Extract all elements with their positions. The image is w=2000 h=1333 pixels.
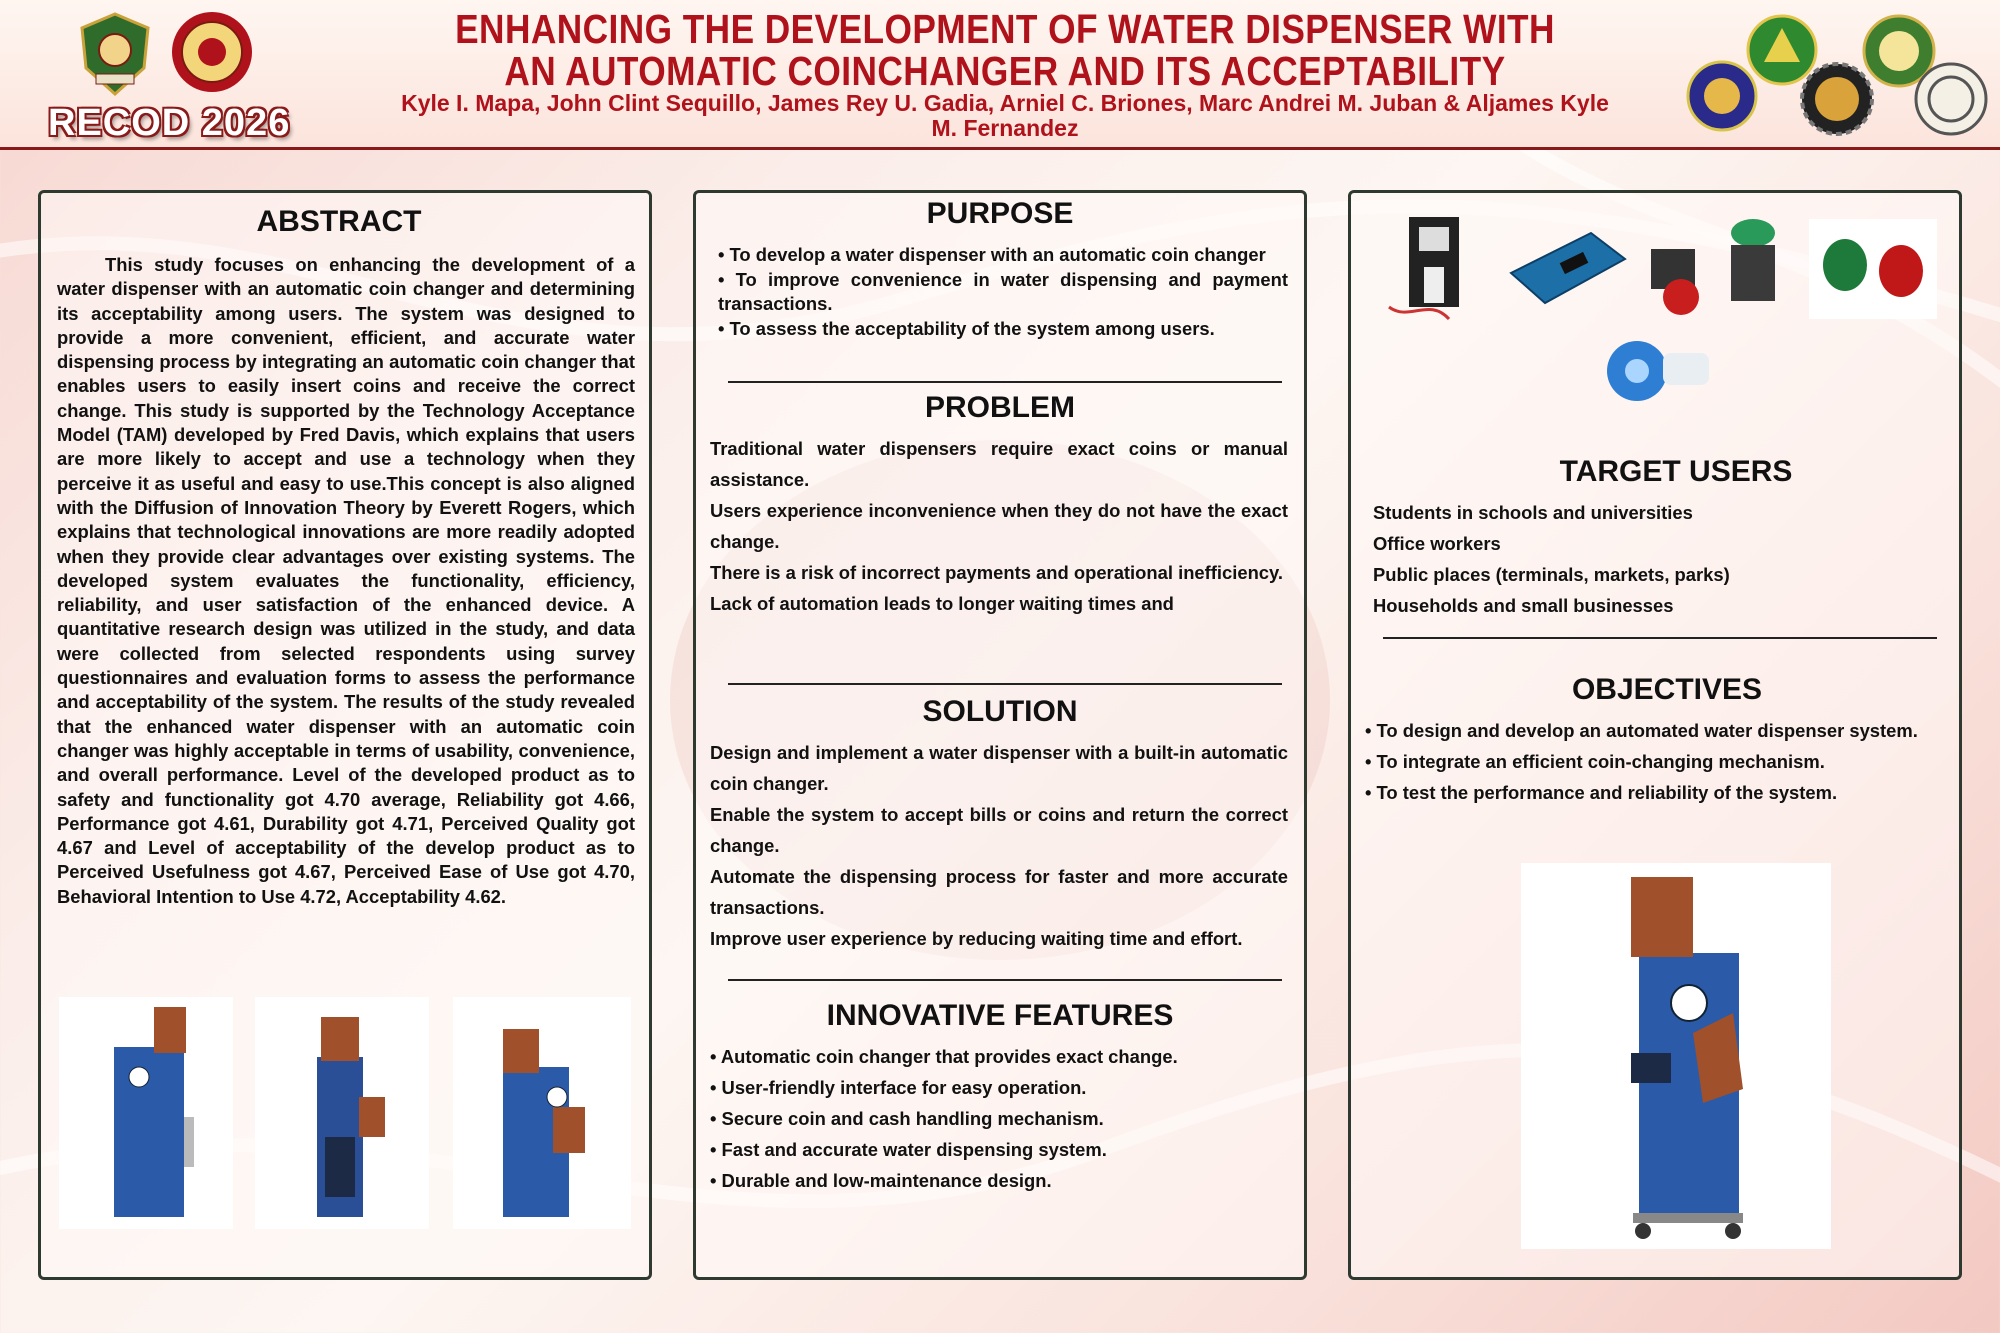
solution-list [710, 737, 1288, 954]
section-divider [728, 381, 1282, 383]
list-item: • Automatic coin changer that provides exact change. [710, 1046, 1178, 1067]
objectives-list [1365, 715, 1945, 808]
list-item: Automate the dispensing process for faster and more accurate transactions. [710, 866, 1288, 918]
coin-acceptor-photo [1379, 207, 1479, 327]
section-divider [728, 979, 1282, 981]
product-photo-2 [255, 997, 429, 1229]
list-item: Traditional water dispensers require exact coins or manual assistance. [710, 438, 1288, 490]
list-item: Students in schools and universities [1373, 502, 1693, 523]
target-users-objectives-panel [1348, 190, 1962, 1280]
abstract-heading: ABSTRACT [256, 205, 422, 238]
list-item: Improve user experience by reducing waiting time and effort. [710, 928, 1243, 949]
list-item: • To improve convenience in water dispensing and payment transactions. [718, 268, 1288, 314]
list-item: Public places (terminals, markets, parks) [1373, 564, 1730, 585]
list-item: Office workers [1373, 533, 1501, 554]
purpose-list [718, 243, 1288, 341]
list-item: • To integrate an efficient coin-changing mechanism. [1365, 751, 1825, 772]
arduino-board-photo [1501, 223, 1631, 313]
abstract-text: This study focuses on enhancing the development of a water dispenser with an automatic coin changer and determining its acceptability among users. The system was designed to provide a more convenient, efficient, and accurate water dispensing process by integrating an automatic coin changer that enables users to easily insert coins and receive the correct change. This study is supported by the Technology Acceptance Model (TAM) developed by Fred Davis, which explains that users are more likely to accept and use a technology when they perceive it as useful and easy to use.This concept is also aligned with the Diffusion of Innovation Theory by Everett Rogers, which explains that technological innovations are more readily adopted when they provide clear advantages over existing systems. The developed system evaluates the functionality, efficiency, reliability, and user satisfaction of the enhanced device. A quantitative research design was utilized in the study, and data were collected from selected respondents using survey questionnaires and evaluation forms to assess the performance and acceptability of the system. The results of the study revealed that the enhanced water dispenser with an automatic coin changer was highly acceptable in terms of usability, convenience, and overall performance. Level of the developed product as to safety and functionality got 4.70 average, Reliability got 4.66, Performance got 4.61, Durability got 4.71, Perceived Quality got 4.67 and Level of acceptability of the develop product as to Perceived Usefulness got 4.67, Perceived Ease of Use got 4.70, Behavioral Intention to Use 4.72, Acceptability 4.62. [57, 254, 635, 907]
list-item: • To develop a water dispenser with an automatic coin changer [718, 244, 1266, 265]
list-item: There is a risk of incorrect payments and operational inefficiency. [710, 562, 1284, 583]
event-logo-text: RECOD 2026 [48, 102, 291, 144]
water-pump-photo [1591, 327, 1721, 417]
list-item: • Durable and low-maintenance design. [710, 1170, 1052, 1191]
purpose-heading: PURPOSE [926, 197, 1074, 230]
push-button-switch-photo [1641, 239, 1715, 319]
list-item: • User-friendly interface for easy operation. [710, 1077, 1087, 1098]
technological-university-seal-icon [170, 10, 254, 94]
poster-authors: Kyle I. Mapa, John Clint Sequillo, James Rey U. Gadia, Arniel C. Briones, Marc Andrei M. Juban & Aljames Kyle M. Fernandez [401, 90, 1609, 141]
list-item: • Secure coin and cash handling mechanism. [710, 1108, 1104, 1129]
solution-heading: SOLUTION [922, 695, 1078, 728]
list-item: • To design and develop an automated water dispenser system. [1365, 720, 1918, 741]
water-dispenser-product-photo [1521, 863, 1831, 1249]
poster-title: ENHANCING THE DEVELOPMENT OF WATER DISPENSER WITH AN AUTOMATIC COINCHANGER AND ITS ACCEPTABILITY [455, 6, 1555, 94]
list-item: Design and implement a water dispenser with a built-in automatic coin changer. [710, 742, 1288, 794]
list-item: Enable the system to accept bills or coins and return the correct change. [710, 804, 1288, 856]
section-divider [1383, 637, 1937, 639]
list-item: • To test the performance and reliability of the system. [1365, 782, 1838, 803]
objectives-heading: OBJECTIVES [1571, 673, 1763, 706]
purpose-problem-solution-panel [693, 190, 1307, 1280]
target-users-heading: TARGET USERS [1559, 455, 1793, 488]
list-item: Households and small businesses [1373, 595, 1674, 616]
problem-heading: PROBLEM [925, 391, 1075, 424]
problem-list [710, 433, 1288, 619]
list-item: Users experience inconvenience when they do not have the exact change. [710, 500, 1288, 552]
engineering-gear-seal-icon [1800, 62, 1874, 136]
product-photo-1 [59, 997, 233, 1229]
target-users-list [1373, 497, 1943, 621]
indicator-lights-photo [1809, 219, 1937, 319]
college-technology-seal-icon [1914, 62, 1988, 136]
list-item: • To assess the acceptability of the system among users. [718, 317, 1215, 339]
product-photo-3 [453, 997, 631, 1229]
section-divider [728, 683, 1282, 685]
features-list [710, 1041, 1288, 1196]
green-button-switch-photo [1721, 215, 1785, 311]
college-blue-seal-icon [1686, 60, 1758, 132]
list-item: Lack of automation leads to longer waiting times and [710, 593, 1174, 614]
poster-header [0, 0, 2000, 150]
abstract-panel [38, 190, 652, 1280]
features-heading: INNOVATIVE FEATURES [826, 999, 1174, 1032]
list-item: • Fast and accurate water dispensing system. [710, 1139, 1107, 1160]
university-crest-icon [74, 10, 156, 98]
